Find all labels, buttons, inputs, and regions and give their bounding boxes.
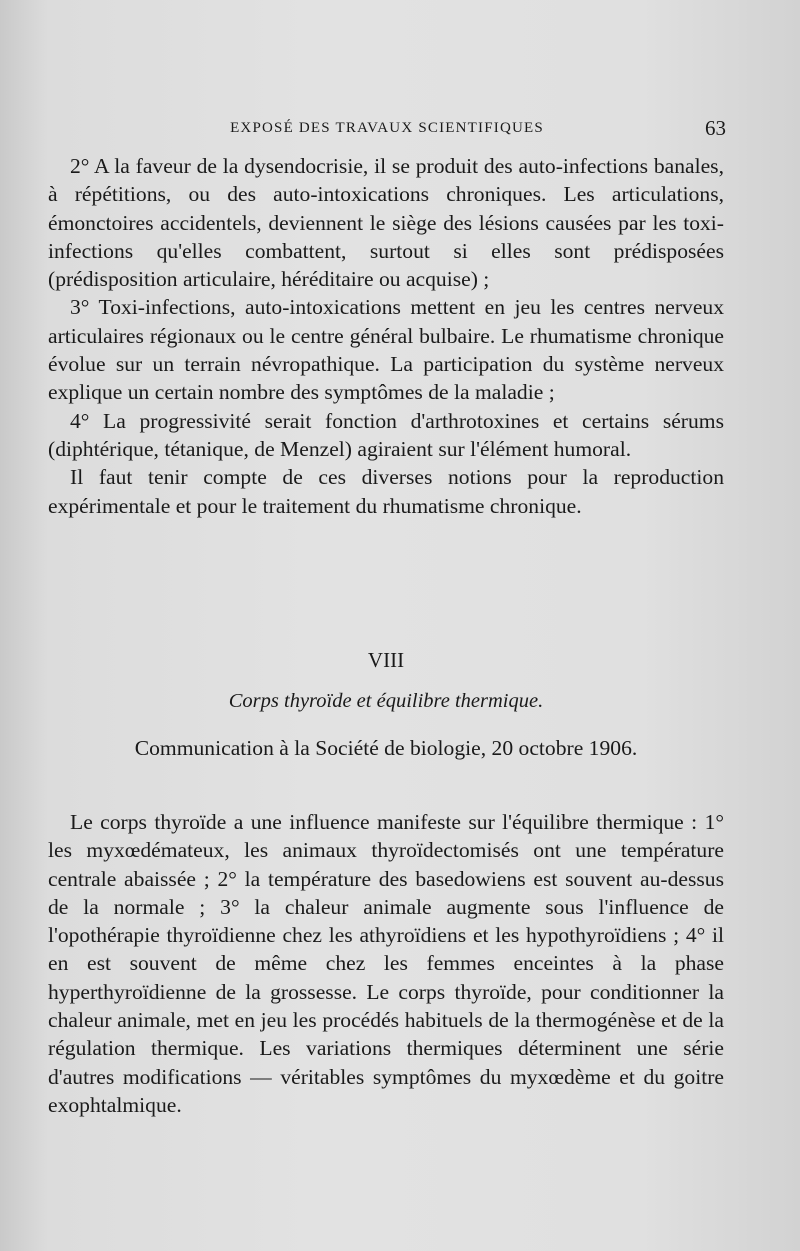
communication-line: Communication à la Société de biologie, 20 octobre 1906. (134, 736, 638, 760)
paragraph: 4° La progressivité serait fonction d'arthrotoxines et certains sérums (diphtérique, tétanique, de Menzel) agiraient sur l'élément humoral. (48, 408, 724, 461)
body-text-top (48, 152, 724, 520)
page-header (48, 118, 726, 142)
running-title: EXPOSÉ DES TRAVAUX SCIENTIFIQUES (230, 120, 544, 136)
body-text-bottom (48, 808, 724, 1119)
paragraph: Le corps thyroïde a une influence manifeste sur l'équilibre thermique : 1° les myxœdémateux, les animaux thyroïdectomisés ont une température centrale abaissée ; 2° la température des basedowiens est souvent au-dessus de la normale ; 3° la chaleur animale augmente sous l'influence de l'opothérapie thyroïdienne chez les athyroïdiens et les hypothyroïdiens ; 4° il en est souvent de même chez les femmes enceintes à la phase hyperthyroïdienne de la grossesse. Le corps thyroïde, pour conditionner la chaleur animale, met en jeu les procédés habituels de la thermogénèse et de la régulation thermique. Les variations thermiques déterminent une série d'autres modifications — véritables symptômes du myxœdème et du goitre exophtalmique. (48, 810, 724, 1117)
paragraph: Il faut tenir compte de ces diverses notions pour la reproduction expérimentale et pour le traitement du rhumatisme chronique. (48, 465, 724, 518)
page-number: 63 (705, 116, 726, 140)
section-number: VIII (367, 648, 405, 672)
section-title: Corps thyroïde et équilibre thermique. (228, 690, 544, 712)
paragraph: 3° Toxi-infections, auto-intoxications mettent en jeu les centres nerveux articulaires régionaux ou le centre général bulbaire. Le rhumatisme chronique évolue sur un terrain névropathique. La participation du système nerveux explique un certain nombre des symptômes de la maladie ; (48, 295, 724, 405)
paragraph: 2° A la faveur de la dysendocrisie, il se produit des auto-infections banales, à répétitions, ou des auto-intoxications chroniques. Les articulations, émonctoires accidentels, deviennent le siège des lésions causées par les toxi-infections qu'elles combattent, surtout si elles sont prédisposées (prédisposition articulaire, héréditaire ou acquise) ; (48, 154, 724, 292)
